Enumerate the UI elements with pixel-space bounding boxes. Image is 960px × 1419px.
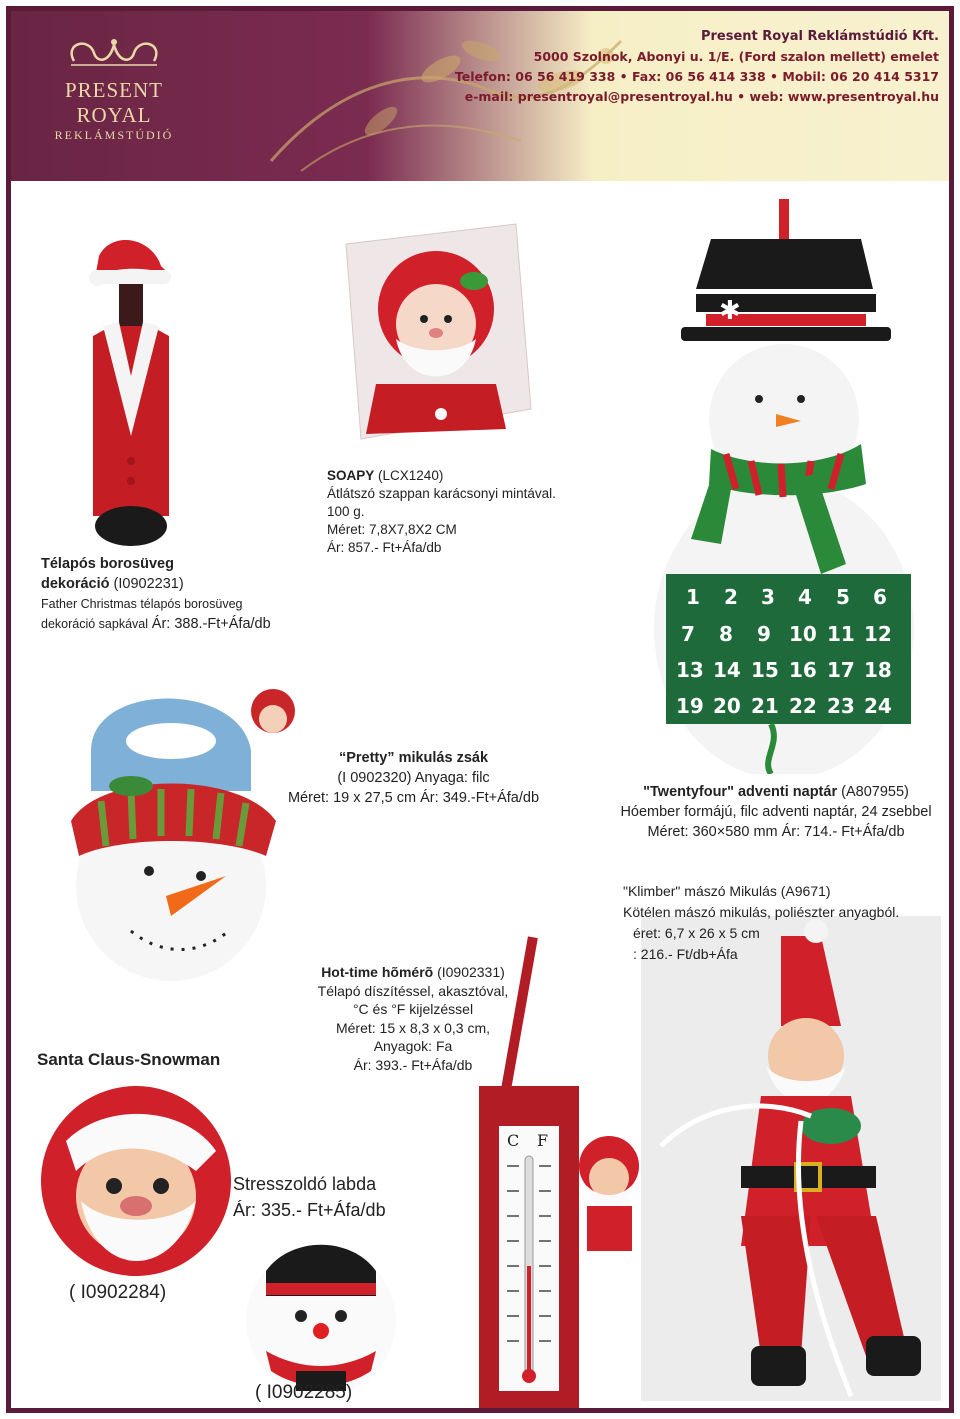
twentyfour-name: "Twentyfour" adventi naptár [643, 784, 838, 800]
calendar-number: 14 [713, 658, 741, 682]
bottle-desc1: Father Christmas télapós borosüveg [41, 597, 243, 611]
santa-snowman-label: Santa Claus-Snowman [37, 1050, 221, 1069]
calendar-number: 13 [676, 658, 704, 682]
pretty-name: “Pretty” mikulás zsák [338, 750, 489, 766]
klimber-size: éret: 6,7 x 26 x 5 cm [633, 925, 760, 941]
calendar-number: 12 [864, 622, 892, 646]
logo-name: PRESENT ROYAL [64, 78, 163, 127]
twentyfour-desc: Hóember formájú, filc adventi naptár, 24 zsebbel [620, 804, 932, 820]
calendar-number: 9 [757, 622, 771, 646]
fahrenheit-label: F [537, 1131, 549, 1150]
calendar-number: 19 [676, 694, 704, 718]
pretty-description [256, 748, 571, 808]
company-logo [29, 33, 199, 143]
klimber-title: "Klimber" mászó Mikulás (A9671) [623, 883, 831, 899]
twentyfour-code: (A807955) [841, 784, 909, 800]
bottle-desc2: dekoráció sapkával [41, 617, 149, 631]
soapy-code: (LCX1240) [378, 468, 444, 483]
hottime-code: (I0902331) [437, 964, 505, 980]
climbing-santa-image [641, 916, 941, 1401]
stress-ball-price: Ár: 335.- Ft+Áfa/db [233, 1200, 386, 1220]
klimber-price: : 216.- Ft/db+Áfa [633, 946, 738, 962]
company-web: e-mail: presentroyal@presentroyal.hu • web: www.presentroyal.hu [464, 89, 939, 104]
twentyfour-size-price: Méret: 360×580 mm Ár: 714.- Ft+Áfa/db [647, 824, 905, 840]
bottle-code: (I0902231) [113, 576, 184, 592]
soapy-description [327, 467, 647, 557]
ball1-code: ( I0902284) [69, 1282, 167, 1303]
bottle-price: Ár: 388.-Ft+Áfa/db [151, 616, 271, 632]
calendar-number: 2 [724, 585, 738, 609]
contact-block [455, 27, 939, 107]
calendar-number: 11 [827, 622, 855, 646]
advent-calendar-snowman-image [651, 199, 936, 774]
calendar-number: 4 [798, 585, 812, 609]
celsius-label: C [507, 1131, 520, 1150]
calendar-number: 18 [864, 658, 892, 682]
company-name: Present Royal Reklámstúdió Kft. [700, 29, 939, 44]
pretty-size-price: Méret: 19 x 27,5 cm Ár: 349.-Ft+Áfa/db [287, 790, 540, 806]
calendar-number: 10 [789, 622, 817, 646]
calendar-number: 8 [719, 622, 733, 646]
ball2-code: ( I0902285) [255, 1382, 353, 1403]
snowman-stress-ball-image [241, 1231, 401, 1401]
pretty-material: (I 0902320) Anyaga: filc [337, 770, 490, 786]
santa-stress-ball-image [36, 1081, 236, 1281]
bottle-santa-image [81, 236, 181, 556]
calendar-number: 22 [789, 694, 817, 718]
soapy-price: Ár: 857.- Ft+Áfa/db [327, 540, 442, 555]
calendar-number: 20 [713, 694, 741, 718]
soapy-desc: Átlátszó szappan karácsonyi mintával. [327, 486, 556, 501]
hottime-size: Méret: 15 x 8,3 x 0,3 cm, [335, 1019, 491, 1036]
hottime-decoration: Télapó díszítéssel, akasztóval, [317, 982, 509, 999]
soap-santa-image [336, 219, 536, 449]
calendar-number: 5 [836, 585, 850, 609]
crown-ornament-icon [59, 33, 169, 69]
stress-ball-description [233, 1171, 386, 1223]
calendar-number: 16 [789, 658, 817, 682]
klimber-description [623, 881, 953, 965]
calendar-number: 21 [751, 694, 779, 718]
calendar-number: 23 [827, 694, 855, 718]
klimber-desc: Kötélen mászó mikulás, poliészter anyagból. [623, 904, 900, 920]
bottle-name2: dekoráció [41, 576, 110, 592]
stress-ball-name: Stresszoldó labda [233, 1174, 377, 1194]
hottime-description [293, 963, 533, 1074]
company-address: 5000 Szolnok, Abonyi u. 1/E. (Ford szalon mellett) emelet [533, 49, 939, 64]
soapy-weight: 100 g. [327, 504, 365, 519]
hottime-scale: °C és °F kijelzéssel [352, 1001, 474, 1017]
svg-text:✱: ✱ [719, 296, 741, 326]
calendar-number: 17 [827, 658, 855, 682]
twentyfour-description [591, 782, 954, 842]
calendar-number: 15 [751, 658, 779, 682]
hottime-material: Anyagok: Fa [373, 1038, 453, 1054]
bottle-description [41, 554, 331, 634]
calendar-number: 6 [873, 585, 887, 609]
hottime-price: Ár: 393.- Ft+Áfa/db [353, 1056, 473, 1073]
hottime-name: Hot-time hõmérõ [321, 964, 434, 980]
calendar-number: 7 [681, 622, 695, 646]
header-banner [11, 11, 949, 181]
page-frame [6, 6, 954, 1413]
calendar-number: 3 [761, 585, 775, 609]
bottle-name: Télapós borosüveg [41, 556, 174, 572]
logo-subtitle: REKLÁMSTÚDIÓ [54, 128, 174, 142]
calendar-number: 1 [686, 585, 700, 609]
calendar-number: 24 [864, 694, 892, 718]
soapy-size: Méret: 7,8X7,8X2 CM [327, 522, 457, 537]
pretty-bag-snowman-image [41, 671, 301, 991]
soapy-name: SOAPY [327, 468, 375, 483]
company-phone: Telefon: 06 56 419 338 • Fax: 06 56 414 338 • Mobil: 06 20 414 5317 [454, 69, 939, 84]
